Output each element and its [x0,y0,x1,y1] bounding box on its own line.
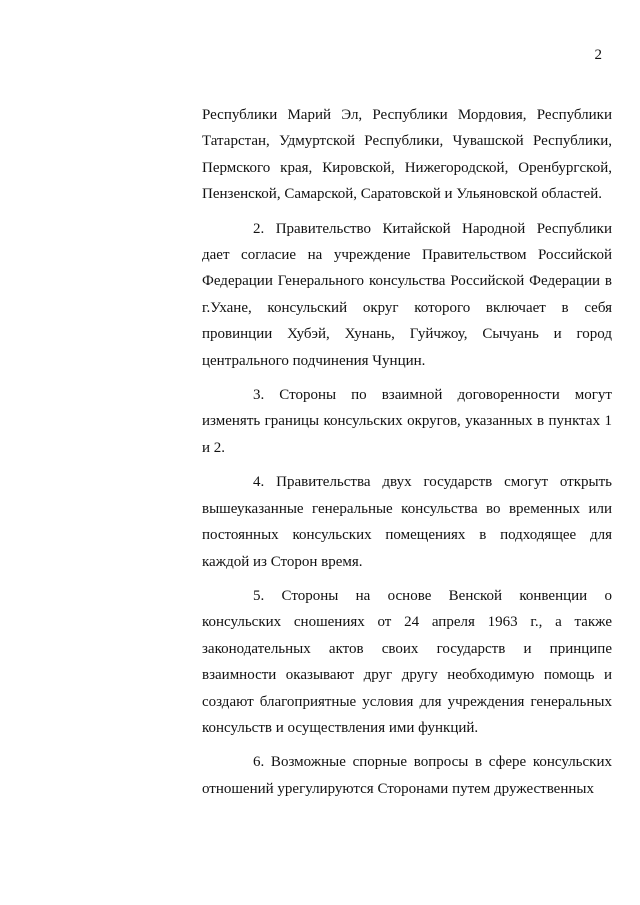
document-body [202,102,612,802]
paragraph-4: 4. Правительства двух государств смогут открыть вышеуказанные генеральные консульства во временных или постоянных консульских помещениях в подходящее для каждой из Сторон время. [202,474,612,570]
page-number: 2 [594,47,602,63]
paragraph-3: 3. Стороны по взаимной договоренности могут изменять границы консульских округов, указанных в пунктах 1 и 2. [202,387,612,456]
paragraph-1-continuation: Республики Марий Эл, Республики Мордовия, Республики Татарстан, Удмуртской Республики, Чувашской Республики, Пермского края, Кировской, Нижегородской, Оренбургской, Пензенской, Самарской, Саратовской и Ульяновской областей. [202,107,612,203]
paragraph-5: 5. Стороны на основе Венской конвенции о консульских сношениях от 24 апреля 1963 г., а также законодательных актов своих государств и принципе взаимности оказывают друг другу необходимую помощь и создают благоприятные условия для учреждения генеральных консульств и осуществления ими функций. [202,587,612,736]
paragraph-6: 6. Возможные спорные вопросы в сфере консульских отношений урегулируются Сторонами путем дружественных [202,754,612,797]
paragraph-2: 2. Правительство Китайской Народной Республики дает согласие на учреждение Правительством Российской Федерации Генерального консульства Российской Федерации в г.Ухане, консульский округ которого включает в себя провинции Хубэй, Хунань, Гуйчжоу, Сычуань и город центрального подчинения Чунцин. [202,220,612,369]
